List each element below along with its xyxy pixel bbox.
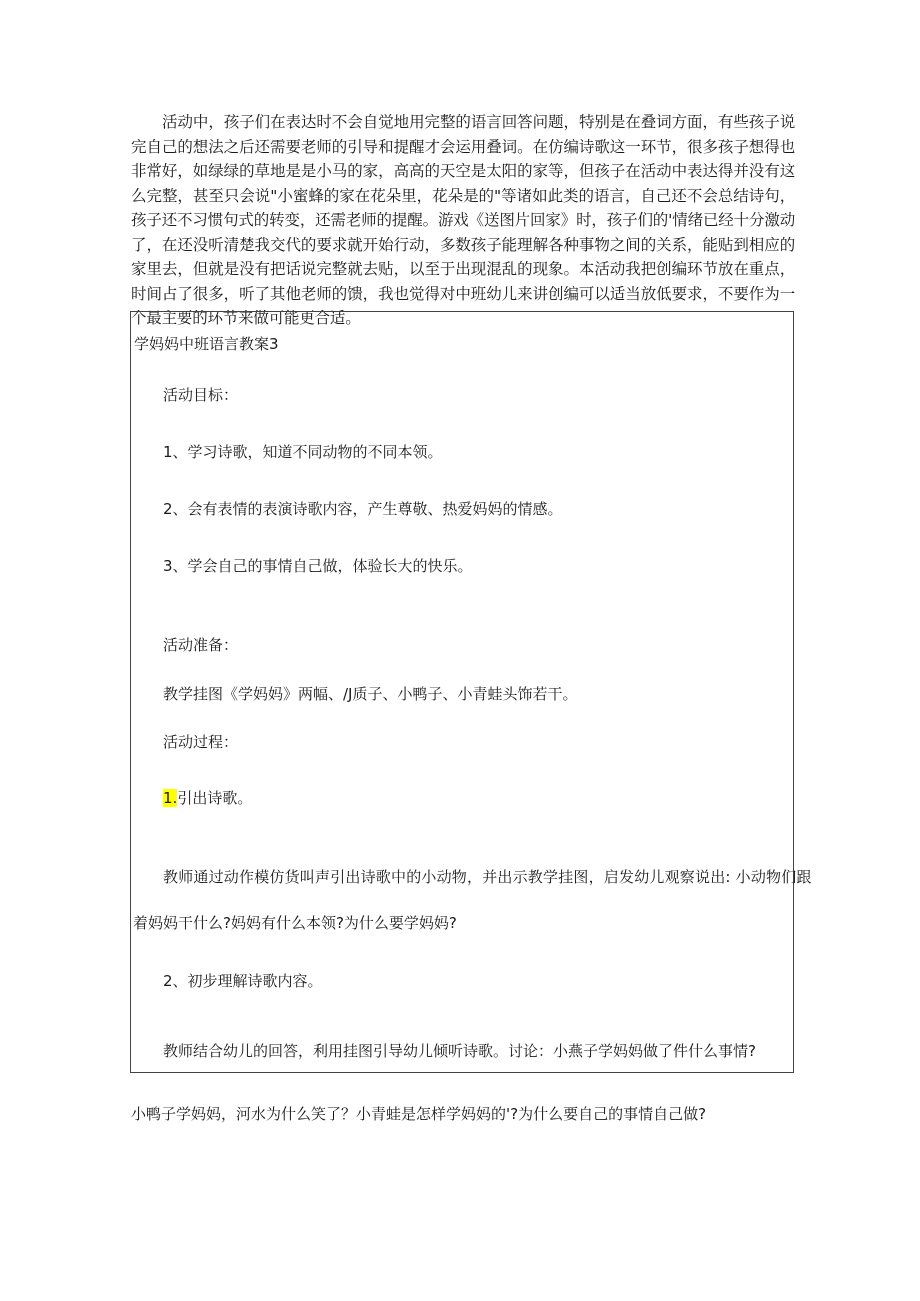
lesson-plan-box [130,311,812,1073]
goal-item: 1、学习诗歌，知道不同动物的不同本领。 [163,443,443,461]
lesson-title: 学妈妈中班语言教案3 [134,335,279,353]
goals-heading: 活动目标： [163,386,239,404]
step-label: 引出诗歌。 [177,789,253,807]
process-heading: 活动过程： [163,733,239,751]
step-2: 2、初步理解诗歌内容。 [163,972,323,990]
step-2-description: 教师结合幼儿的回答，利用挂图引导幼儿倾听诗歌。讨论：小燕子学妈妈做了件什么事情? [163,1042,756,1060]
step-1-description: 教师通过动作模仿货叫声引出诗歌中的小动物，并出示教学挂图，启发幼儿观察说出: 小动物们跟 [163,868,812,886]
goal-item: 3、学会自己的事情自己做，体验长大的快乐。 [163,557,473,575]
goal-item: 2、会有表情的表演诗歌内容，产生尊敬、热爱妈妈的情感。 [163,500,563,518]
prep-heading: 活动准备： [163,636,239,654]
step-1-description-cont: 着妈妈干什么?妈妈有什么本领?为什么要学妈妈? [133,914,457,932]
continuation-text: 小鸭子学妈妈，河水为什么笑了？小青蛙是怎样学妈妈的'?为什么要自己的事情自己做? [131,1105,707,1123]
step-number-highlight: 1. [163,789,178,807]
step-1 [163,788,252,808]
intro-paragraph: 活动中，孩子们在表达时不会自觉地用完整的语言回答问题，特别是在叠词方面，有些孩子说完自己的想法之后还需要老师的引导和提醒才会运用叠词。在仿编诗歌这一环节，很多孩子想得也非常好，如绿绿的草地是是小马的家，高高的天空是太阳的家等，但孩子在活动中表达得并没有这么完整，甚至只会说"小蜜蜂的家在花朵里，花朵是的"等诸如此类的语言，自己还不会总结诗句，孩子还不习惯句式的转变，还需老师的提醒。游戏《送图片回家》时，孩子们的'情绪已经十分激动了，在还没听清楚我交代的要求就开始行动，多数孩子能理解各种事物之间的关系，能贴到相应的家里去，但就是没有把话说完整就去贴，以至于出现混乱的现象。本活动我把创编环节放在重点，时间占了很多，听了其他老师的馈，我也觉得对中班幼儿来讲创编可以适当放低要求，不要作为一个最主要的环节来做可能更合适。 [131,113,795,327]
prep-text: 教学挂图《学妈妈》两幅、/J质子、小鸭子、小青蛙头饰若干。 [163,685,578,703]
